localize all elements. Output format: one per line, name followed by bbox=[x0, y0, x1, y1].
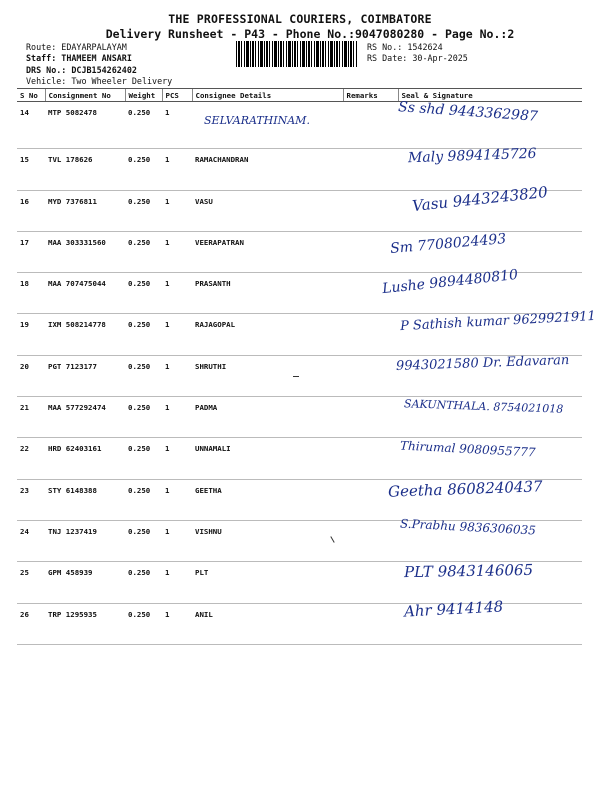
cell-consignment: MAA 707475044 bbox=[45, 273, 125, 314]
signature-row-14: Ss shd 9443362987 bbox=[397, 99, 539, 125]
signature-row-21: SAKUNTHALA. 8754021018 bbox=[403, 397, 564, 416]
signature-row-16: Vasu 9443243820 bbox=[411, 182, 549, 216]
cell-remarks bbox=[343, 190, 398, 231]
cell-pcs: 1 bbox=[162, 479, 192, 520]
cell-consignee: VISHNU bbox=[192, 520, 343, 561]
cell-weight: 0.250 bbox=[125, 273, 162, 314]
cell-consignment: IXM 508214778 bbox=[45, 314, 125, 355]
cell-pcs: 1 bbox=[162, 190, 192, 231]
cell-consignment: PGT 7123177 bbox=[45, 355, 125, 396]
cell-weight: 0.250 bbox=[125, 231, 162, 272]
cell-consignment: STY 6148388 bbox=[45, 479, 125, 520]
cell-weight: 0.250 bbox=[125, 190, 162, 231]
cell-consignee: VEERAPATRAN bbox=[192, 231, 343, 272]
cell-consignment: HRD 62403161 bbox=[45, 438, 125, 479]
cell-consignment: TRP 1295935 bbox=[45, 603, 125, 644]
cell-sno: 22 bbox=[17, 438, 45, 479]
signature-row-24: S.Prabhu 9836306035 bbox=[399, 516, 537, 538]
cell-consignment: TVL 178626 bbox=[45, 149, 125, 190]
signature-row-22: Thirumal 9080955777 bbox=[399, 438, 536, 460]
cell-pcs: 1 bbox=[162, 438, 192, 479]
cell-consignee: RAJAGOPAL bbox=[192, 314, 343, 355]
cell-weight: 0.250 bbox=[125, 102, 162, 149]
cell-consignee: PRASANTH bbox=[192, 273, 343, 314]
col-pcs: PCS bbox=[162, 89, 192, 102]
cell-pcs: 1 bbox=[162, 102, 192, 149]
signature-row-19: P Sathish kumar 9629921911 bbox=[399, 308, 597, 335]
cell-remarks bbox=[343, 314, 398, 355]
cell-sno: 20 bbox=[17, 355, 45, 396]
col-sno: S No bbox=[17, 89, 45, 102]
cell-sno: 18 bbox=[17, 273, 45, 314]
cell-remarks bbox=[343, 397, 398, 438]
cell-pcs: 1 bbox=[162, 520, 192, 561]
signature-row-17: Sm 7708024493 bbox=[389, 230, 507, 258]
drs-label: DRS No.: DCJB154262402 bbox=[26, 65, 137, 75]
rs-date: RS Date: 30-Apr-2025 bbox=[367, 53, 468, 63]
cell-pcs: 1 bbox=[162, 231, 192, 272]
cell-remarks bbox=[343, 149, 398, 190]
cell-consignee: GEETHA bbox=[192, 479, 343, 520]
col-remarks: Remarks bbox=[343, 89, 398, 102]
cell-sno: 14 bbox=[17, 102, 45, 149]
signature-row-25: PLT 9843146065 bbox=[403, 560, 534, 582]
cell-consignee: PLT bbox=[192, 562, 343, 603]
cell-remarks bbox=[343, 438, 398, 479]
barcode bbox=[236, 41, 358, 67]
cell-pcs: 1 bbox=[162, 314, 192, 355]
signature-row-26: Ahr 9414148 bbox=[403, 597, 504, 621]
cell-sno: 23 bbox=[17, 479, 45, 520]
cell-remarks bbox=[343, 603, 398, 644]
cell-sno: 26 bbox=[17, 603, 45, 644]
cell-remarks bbox=[343, 520, 398, 561]
cell-sno: 16 bbox=[17, 190, 45, 231]
col-signature: Seal & Signature bbox=[398, 89, 582, 102]
signature-row-20: 9943021580 Dr. Edavaran bbox=[395, 352, 570, 375]
pen-mark bbox=[293, 376, 299, 377]
cell-consignee: PADMA bbox=[192, 397, 343, 438]
signature-row-23: Geetha 8608240437 bbox=[387, 477, 543, 501]
cell-consignment: MYD 7376811 bbox=[45, 190, 125, 231]
cell-sno: 21 bbox=[17, 397, 45, 438]
cell-weight: 0.250 bbox=[125, 314, 162, 355]
cell-pcs: 1 bbox=[162, 149, 192, 190]
cell-remarks bbox=[343, 355, 398, 396]
cell-weight: 0.250 bbox=[125, 562, 162, 603]
cell-sno: 19 bbox=[17, 314, 45, 355]
cell-consignment: GPM 458939 bbox=[45, 562, 125, 603]
cell-consignment: MTP 5082478 bbox=[45, 102, 125, 149]
cell-pcs: 1 bbox=[162, 397, 192, 438]
cell-weight: 0.250 bbox=[125, 479, 162, 520]
cell-remarks bbox=[343, 562, 398, 603]
cell-sno: 15 bbox=[17, 149, 45, 190]
cell-pcs: 1 bbox=[162, 273, 192, 314]
cell-consignee: VASU bbox=[192, 190, 343, 231]
col-consignment: Consignment No bbox=[45, 89, 125, 102]
rs-number: RS No.: 1542624 bbox=[367, 42, 443, 52]
cell-sno: 17 bbox=[17, 231, 45, 272]
cell-pcs: 1 bbox=[162, 603, 192, 644]
staff-label: Staff: THAMEEM ANSARI bbox=[26, 53, 132, 63]
route-label: Route: EDAYARPALAYAM bbox=[26, 42, 127, 52]
cell-sno: 24 bbox=[17, 520, 45, 561]
cell-weight: 0.250 bbox=[125, 355, 162, 396]
cell-consignee: ANIL bbox=[192, 603, 343, 644]
cell-pcs: 1 bbox=[162, 562, 192, 603]
cell-sno: 25 bbox=[17, 562, 45, 603]
cell-pcs: 1 bbox=[162, 355, 192, 396]
cell-consignment: MAA 577292474 bbox=[45, 397, 125, 438]
cell-weight: 0.250 bbox=[125, 520, 162, 561]
cell-consignee: SHRUTHI bbox=[192, 355, 343, 396]
cell-weight: 0.250 bbox=[125, 438, 162, 479]
signature-row-18: Lushe 9894480810 bbox=[381, 266, 519, 298]
col-weight: Weight bbox=[125, 89, 162, 102]
runsheet-subtitle: Delivery Runsheet - P43 - Phone No.:9047080280 - Page No.:2 bbox=[105, 27, 515, 41]
col-consignee: Consignee Details bbox=[192, 89, 343, 102]
cell-consignee: RAMACHANDRAN bbox=[192, 149, 343, 190]
cell-consignee: UNNAMALI bbox=[192, 438, 343, 479]
cell-consignee bbox=[192, 102, 343, 149]
cell-weight: 0.250 bbox=[125, 149, 162, 190]
cell-weight: 0.250 bbox=[125, 603, 162, 644]
table-header-row bbox=[17, 89, 582, 102]
vehicle-label: Vehicle: Two Wheeler Delivery bbox=[26, 76, 173, 86]
cell-consignment: MAA 303331560 bbox=[45, 231, 125, 272]
cell-weight: 0.250 bbox=[125, 397, 162, 438]
cell-consignment: TNJ 1237419 bbox=[45, 520, 125, 561]
cell-remarks bbox=[343, 102, 398, 149]
company-title: THE PROFESSIONAL COURIERS, COIMBATORE bbox=[168, 12, 432, 26]
signature-row-15: Maly 9894145726 bbox=[407, 145, 537, 167]
handwritten-consignee: SELVARATHINAM. bbox=[204, 114, 310, 127]
